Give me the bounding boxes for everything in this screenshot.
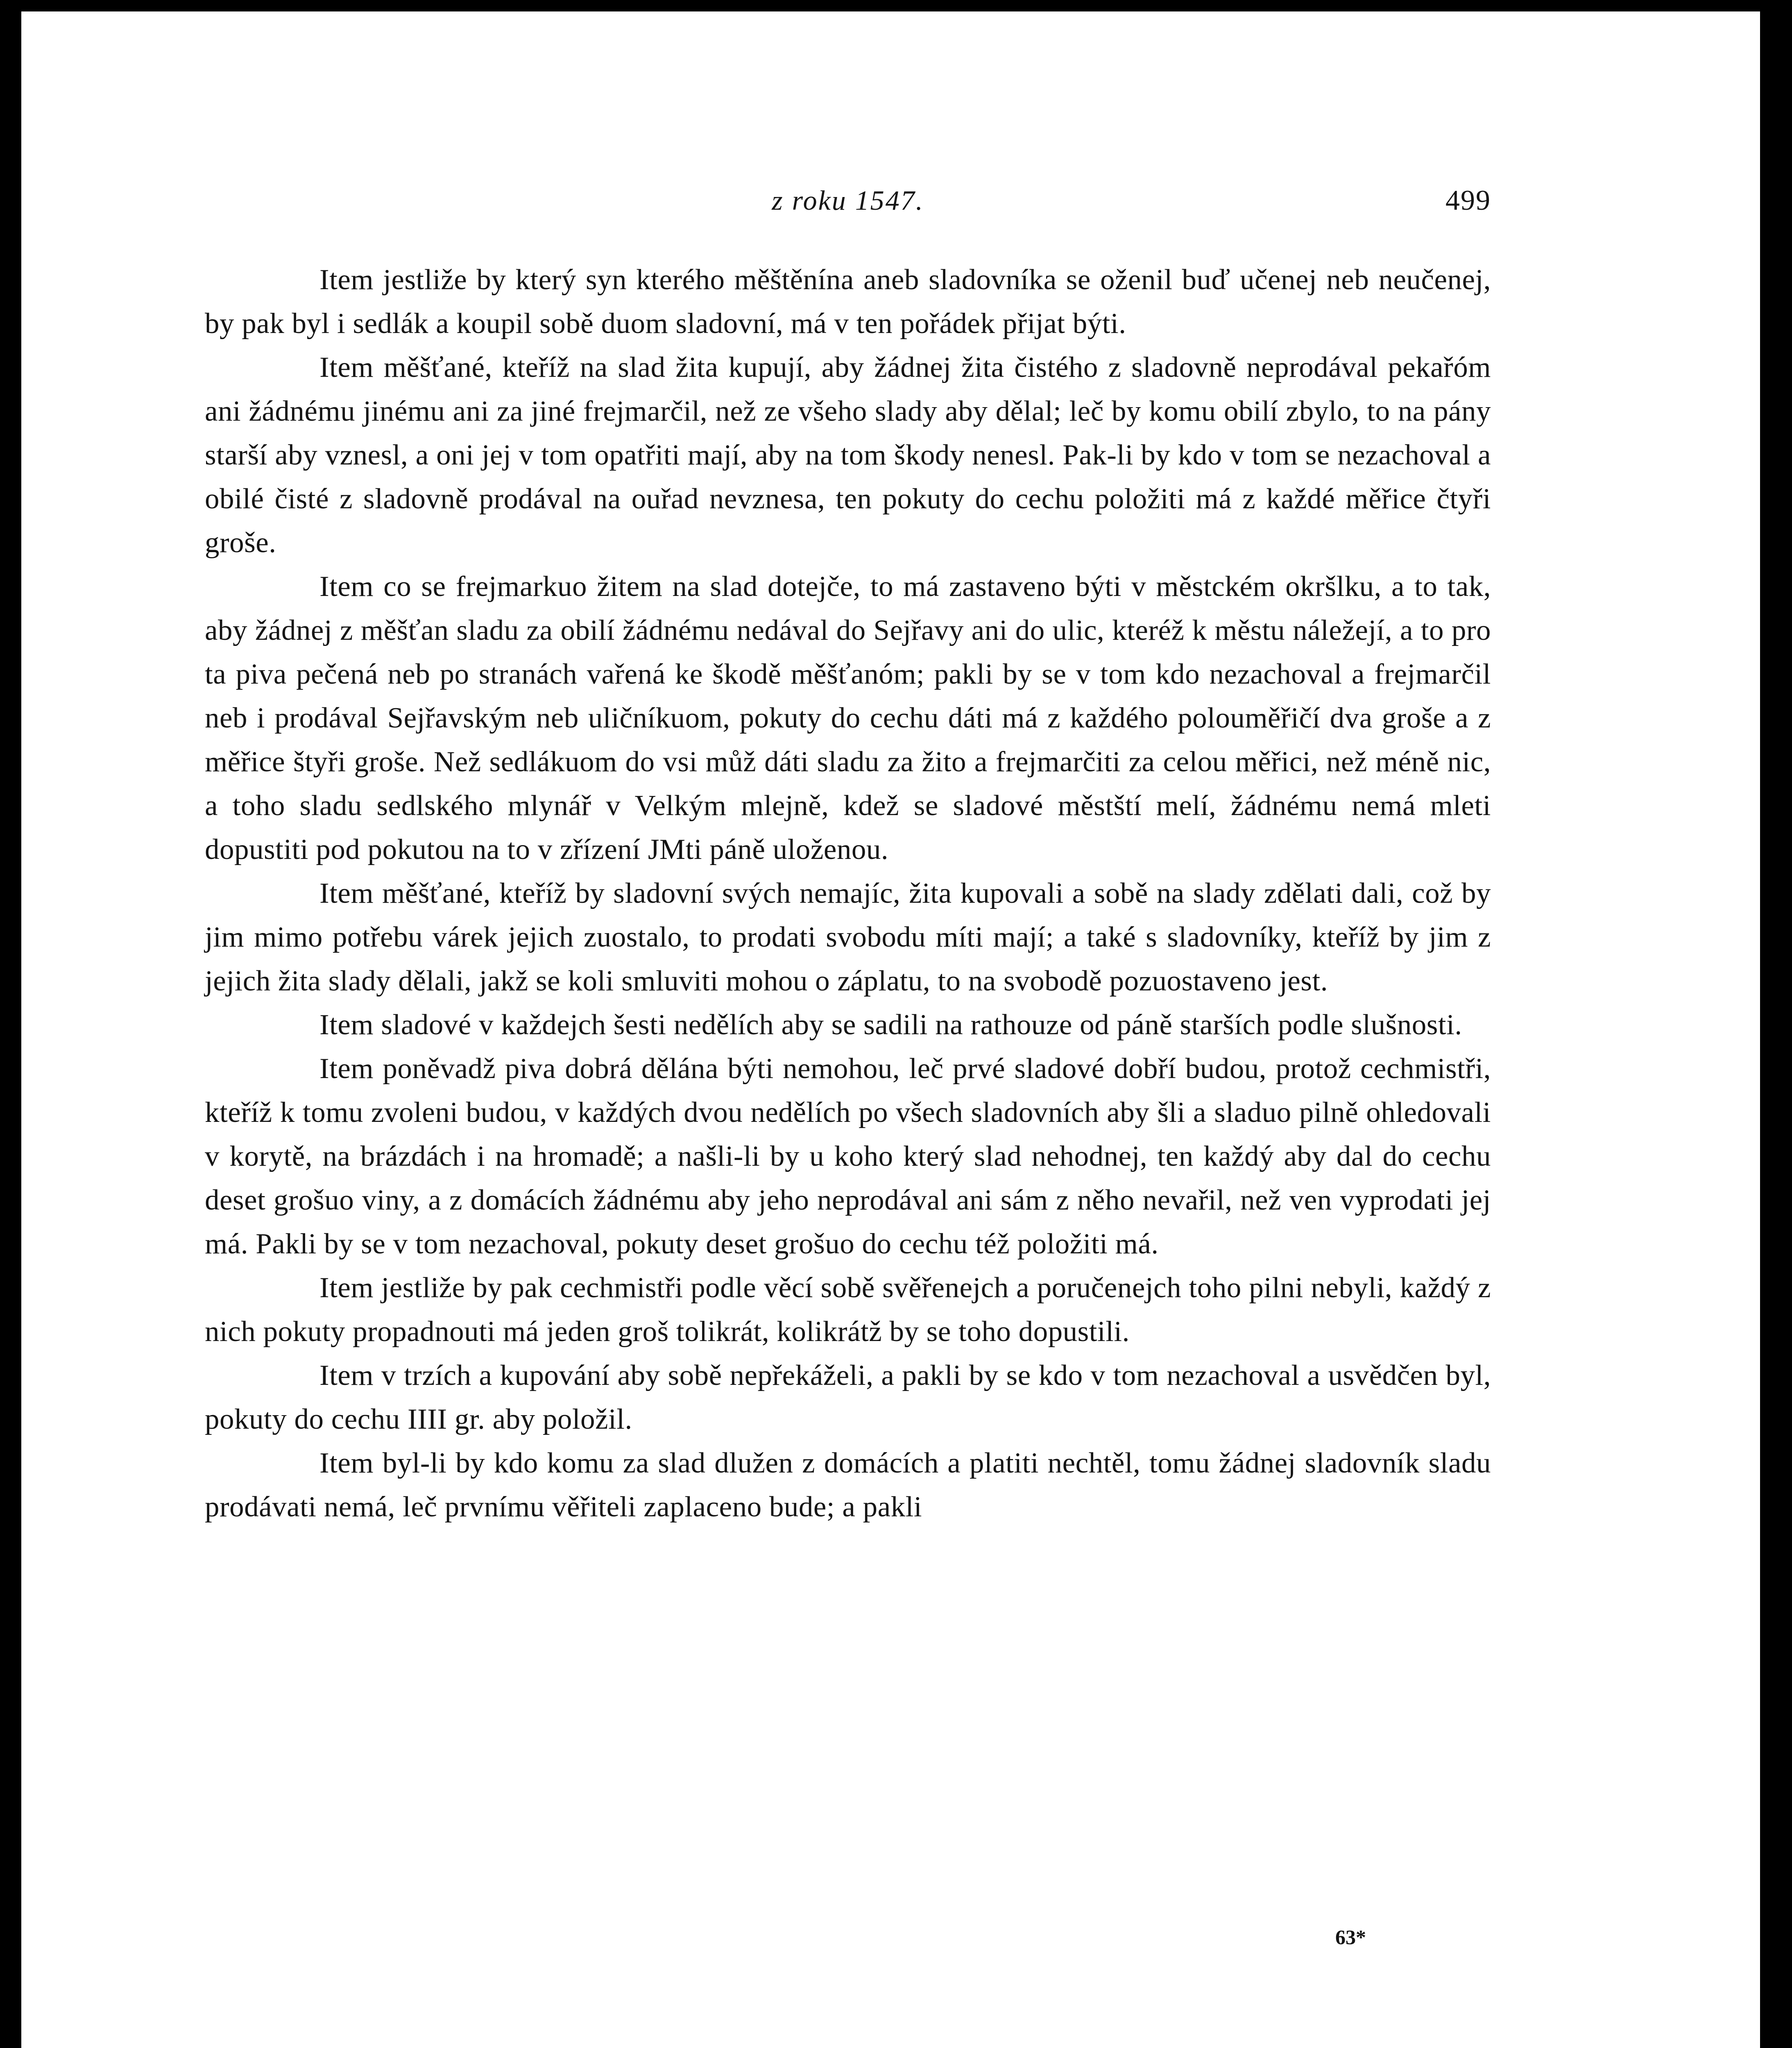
page-number: 499: [1445, 185, 1491, 216]
signature-mark: 63*: [1335, 1926, 1366, 1948]
paragraph: Item měšťané, kteříž na slad žita kupují, aby žádnej žita čistého z sladovně neprodával pekařóm ani žádnému jinému ani za jiné frejmarčil, než ze všeho slady aby dělal; leč by komu obilí zbylo, to na pány starší aby vznesl, a oni jej v tom opatřiti mají, aby na tom škody nenesl. Pak-li by kdo v tom se nezachoval a obilé čisté z sladovně prodával na ouřad nevznesa, ten pokuty do cechu položiti má z každé měřice čtyři groše.: [205, 351, 1491, 559]
paragraph: Item sladové v každejch šesti nedělích aby se sadili na rathouze od páně starších podle slušnosti.: [319, 1009, 1462, 1041]
page-header: [205, 180, 1491, 225]
body-text: [205, 258, 1491, 1529]
paragraph: Item jestliže by pak cechmistři podle věcí sobě svěřenejch a poručenejch toho pilni nebyli, každý z nich pokuty propadnouti má jeden groš tolikrát, kolikrátž by se toho dopustili.: [205, 1272, 1491, 1348]
paragraph: Item byl-li by kdo komu za slad dlužen z domácích a platiti nechtěl, tomu žádnej sladovník sladu prodávati nemá, leč prvnímu věřiteli zaplaceno bude; a pakli: [205, 1447, 1491, 1523]
running-title: z roku 1547.: [772, 185, 924, 216]
paragraph: Item v trzích a kupování aby sobě nepřekáželi, a pakli by se kdo v tom nezachoval a usvědčen byl, pokuty do cechu IIII gr. aby položil.: [205, 1359, 1491, 1435]
paragraph: Item co se frejmarkuo žitem na slad dotejče, to má zastaveno býti v městckém okršlku, a to tak, aby žádnej z měšťan sladu za obilí žádnému nedával do Sejřavy ani do ulic, kteréž k městu náležejí, a to pro ta piva pečená neb po stranách vařená ke škodě měšťanóm; pakli by se v tom kdo nezachoval a frejmarčil neb i prodával Sejřavským neb uličníkuom, pokuty do cechu dáti má z každého polouměřičí dva groše a z měřice štyři groše. Než sedlákuom do vsi můž dáti sladu za žito a frejmarčiti za celou měřici, než méně nic, a toho sladu sedlského mlynář v Velkým mlejně, kdež se sladové městští melí, žádnému nemá mleti dopustiti pod pokutou na to v zřízení JMti páně uloženou.: [205, 571, 1491, 865]
paragraph: Item jestliže by který syn kterého měštěnína aneb sladovníka se oženil buď učenej neb neučenej, by pak byl i sedlák a koupil sobě duom sladovní, má v ten pořádek přijat býti.: [205, 264, 1491, 340]
paragraph: Item měšťané, kteříž by sladovní svých nemajíc, žita kupovali a sobě na slady zdělati dali, což by jim mimo potřebu várek jejich zuostalo, to prodati svobodu míti mají; a také s sladovníky, kteříž by jim z jejich žita slady dělali, jakž se koli smluviti mohou o záplatu, to na svobodě pozuostaveno jest.: [205, 877, 1491, 997]
paragraph: Item poněvadž piva dobrá dělána býti nemohou, leč prvé sladové dobří budou, protož cechmistři, kteříž k tomu zvoleni budou, v každých dvou nedělích po všech sladovních aby šli a sladuo pilně ohledovali v korytě, na brázdách i na hromadě; a našli-li by u koho který slad nehodnej, ten každý aby dal do cechu deset grošuo viny, a z domácích žádnému aby jeho neprodával ani sám z něho nevařil, než ven vyprodati jej má. Pakli by se v tom nezachoval, pokuty deset grošuo do cechu též položiti má.: [205, 1053, 1491, 1260]
